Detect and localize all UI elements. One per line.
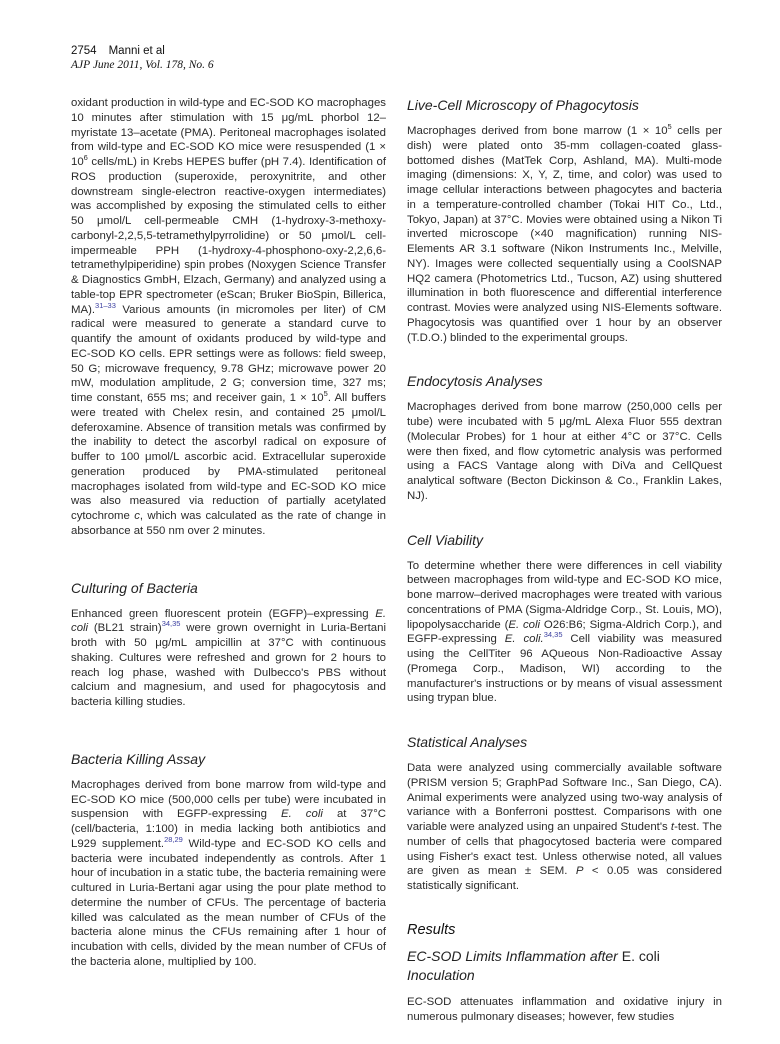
section-heading-viability: Cell Viability [407,531,483,548]
methods-paragraph-statistics [407,761,722,894]
superscript: 6 [83,153,88,163]
section-heading-culturing: Culturing of Bacteria [71,579,198,596]
header-line [71,44,214,58]
text: Macrophages derived from bone marrow from wild-type and EC-SOD KO mice (500,000 cells per tube) were incubated in suspension with EGFP-expressing [71,778,386,821]
italic-text: c [134,510,140,522]
authors: Manni et al [108,45,165,57]
text: Enhanced green fluorescent protein (EGFP)–expressing [71,607,376,620]
left-column [71,96,386,970]
text: were grown overnight in Luria-Bertani broth with 50 μg/mL ampicillin at 37°C with continuous shaking. Cultures were refreshed and grown for 2 hours to reach log phase, washed with Dulbecco's PBS without calcium and magnesium, and used for phagocytosis and bacteria killing studies. [71,622,386,708]
text: Inoculation [407,966,475,983]
superscript: 5 [667,122,672,132]
text: Data were analyzed using commercially available software (PRISM version 5; GraphPad Software Inc., San Diego, CA). Animal experiments were analyzed using two-way analysis of variance with a Bonferroni posttest. Comparisons with one variable were analyzed using an unpaired Student's [407,762,722,833]
italic-text: E. coli [71,607,386,635]
text: < 0.05 was considered statistically significant. [407,865,722,892]
italic-text: P [575,865,584,878]
citation-link[interactable]: 34,35 [543,630,563,640]
italic-text: E. coli [508,618,541,631]
text: (BL21 strain) [88,622,162,635]
page-number: 2754 [71,45,97,57]
text: To determine whether there were differences in cell viability between macrophages from wild-type and EC-SOD KO mice, bone marrow–derived macrophages were treated with various concentrations of PMA (Sigma-Aldridge Corp., St. Louis, MO), lipopolysaccharide ( [407,559,722,631]
text: at 37°C (cell/bacteria, 1:100) in media lacking both antibiotics and L929 supplement. [71,808,386,850]
italic-text: E. coli [280,808,323,821]
citation-link[interactable]: 28,29 [164,834,183,844]
text: -test. The number of cells that phagocytosed bacteria were compared using Fisher's exact test. Unless otherwise noted, all values are given as mean ± SEM. [407,821,722,878]
italic-text: t [670,821,675,833]
text: Macrophages derived from bone marrow (1 × 10 [407,125,668,137]
italic-text: E. coli. [504,633,544,646]
section-heading-statistics: Statistical Analyses [407,734,528,750]
section-heading-endocytosis: Endocytosis Analyses [407,373,543,390]
text: , which was calculated as the rate of change in absorbance at 550 nm over 2 minutes. [71,510,386,537]
text: cells/mL) in Krebs HEPES buffer (pH 7.4). Identification of ROS production (superoxide, peroxynitrite, and other downstream single-electron reactive-oxygen intermediates) was accomplished by exposing the stimulated cells to either 50 μmol/L cell-permeable CMH (1-hydroxy-3-methoxy-carbonyl-2,2,5,5-tetramethylpyrrolidine) or 50 μmol/L cell-impermeable PPH (1-hydroxy-4-phosphono-oxy-2,2,6,6-tetramethylpiperidine) spin probes (Noxygen Science Transfer & Diagnostics GmbH, Elzach, Germany) and analyzed using a table-top EPR spectrometer (eScan; Bruker BioSpin, Billerica, MA). [71,156,386,316]
text: Various amounts (in micromoles per liter) of CM radical were measured to generate a standard curve to quantify the amount of oxidants produced by wild-type and EC-SOD KO cells. EPR settings were as follows: field sweep, 50 G; microwave frequency, 9.78 GHz; microwave power 20 mW, modulation amplitude, 2 G; conversion time, 327 ms; time constant, 655 ms; and receiver gain, 1 × 10 [71,303,386,404]
text: cells per dish) were plated onto 35-mm collagen-coated glass-bottomed dishes (MatTek Corp, Ashland, MA). Multi-mode imaging (dimensions: X, Y, Z, time, and color) was used to image cellular interactions between phagocytes and bacteria in a temperature-controlled chamber (Tokai HIT Co., Ltd., Tokyo, Japan) at 37°C. Movies were obtained using a Nikon Ti inverted microscope (×40 magnification) running NIS-Elements AR 3.1 software (Nikon Instruments Inc., Melville, NY). Images were collected sequentially using a CoolSNAP HQ2 camera (Photometrics Ltd., Tucson, AZ) using shuttered illumination in both fluorescence and differential interference contrast. Movies were analyzed using NIS-Elements software. Phagocytosis was quantified over 1 hour by an observer (T.D.O.) blinded to the experimental groups. [407,125,722,344]
methods-paragraph-viability [407,559,722,707]
text: Cell viability was measured using the CellTiter 96 AQueous Non-Radioactive Assay (Promega Corp., Madison, WI) according to the manufacturer's instructions or by means of visual assessment using trypan blue. [407,633,722,705]
text: Wild-type and EC-SOD KO cells and bacteria were incubated independently as controls. After 1 hour of incubation in a static tube, the bacteria remaining were cultured in Luria-Bertani agar using the pour plate method to determine the number of CFUs. The percentage of bacteria killed was calculated as the mean number of CFUs of the bacteria alone minus the CFUs remaining after 1 hour of incubation with cells, divided by the mean number of CFUs of the bacteria alone, multiplied by 100. [71,837,386,968]
subsection-heading-ec-sod [407,947,722,985]
text: EC-SOD Limits Inflammation after [407,947,622,964]
journal-citation: AJP June 2011, Vol. 178, No. 6 [71,59,214,71]
methods-paragraph-oxidant [71,96,386,539]
text: oxidant production in wild-type and EC-SOD KO macrophages 10 minutes after stimulation with 15 μg/mL phorbol 12–myristate 13–acetate (PMA). Peritoneal macrophages isolated from wild-type and EC-SOD KO mice were resuspended (1 × 10 [71,97,386,168]
running-header [71,44,214,72]
methods-paragraph-killing-assay [71,778,386,970]
citation-link[interactable]: 34,35 [161,619,181,629]
superscript: 5 [323,389,328,399]
right-column [407,96,722,1024]
text: O26:B6; Sigma-Aldrich Corp.), and EGFP-expressing [407,618,722,646]
methods-paragraph-endocytosis: Macrophages derived from bone marrow (250,000 cells per tube) were incubated with 5 μg/mL Alexa Fluor 555 dextran (Molecular Probes) for 1 hour at either 4°C or 37°C. Cells were then fixed, and flow cytometric analysis was performed using a FACS Vantage along with DiVa and CellQuest analytical software (Becton Dickinson & Co., Franklin Lakes, NJ). [407,401,722,502]
results-paragraph: EC-SOD attenuates inflammation and oxidative injury in numerous pulmonary diseases; however, few studies [407,995,722,1023]
methods-paragraph-culturing [71,607,386,710]
citation-link[interactable]: 31–33 [95,300,116,310]
section-heading-results: Results [407,921,456,938]
section-heading-live-cell: Live-Cell Microscopy of Phagocytosis [407,97,639,113]
section-heading-killing-assay: Bacteria Killing Assay [71,750,206,767]
methods-paragraph-live-cell [407,124,722,345]
text: E. coli [621,947,660,964]
text: . All buffers were treated with Chelex resin, and contained 25 μmol/L deferoxamine. Absence of transition metals was confirmed by the inability to detect the ascorbyl radical on exposure of buffer to 100 μmol/L ascorbic acid. Extracellular superoxide generation produced by PMA-stimulated peritoneal macrophages isolated from wild-type and EC-SOD KO mice was also measured via reduction of partially acetylated cytochrome [71,392,387,522]
